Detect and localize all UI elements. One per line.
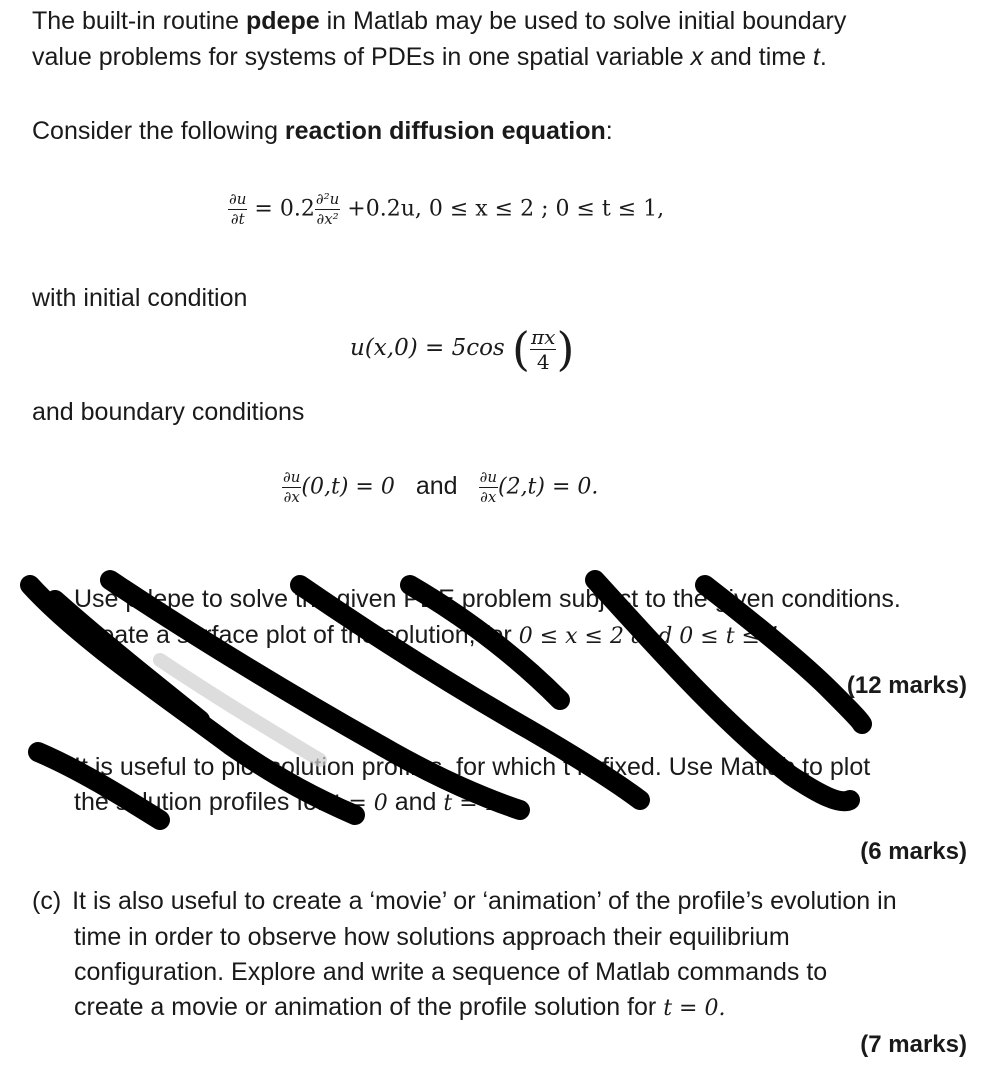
intro-text: . <box>819 43 827 71</box>
scribble-stroke-7 <box>38 752 160 820</box>
boundary-right: (2,t) = 0. <box>497 474 599 500</box>
pde-coefficient: = 0.2 <box>254 196 315 222</box>
part-c-line-2: time in order to observe how solutions approach their equilibrium <box>74 923 790 951</box>
consider-text: Consider the following <box>32 117 285 145</box>
pde-rest: +0.2u, 0 ≤ x ≤ 2 ; 0 ≤ t ≤ 1, <box>347 196 665 222</box>
pi-x-over-4-fraction: $\frac{\pi x}{4}$ <box>531 324 556 374</box>
scribble-stroke-5 <box>595 580 850 801</box>
du-dx-fraction: $\frac{\partial u}{\partial x}$ <box>283 468 301 506</box>
d2u-dx2-fraction: $\frac{\text{∂²u}}{\text{∂x²}}$ <box>315 190 340 228</box>
part-c-marks: (7 marks) <box>860 1031 967 1058</box>
paren-close: ) <box>556 322 575 376</box>
du-dx-fraction: $\frac{\partial u}{\partial x}$ <box>479 468 497 506</box>
intro-text: value problems for systems of PDEs in one spatial variable <box>32 43 691 71</box>
var-t: t <box>812 43 820 71</box>
part-c-label: (c) <box>32 887 62 915</box>
paren-open: ( <box>512 322 530 376</box>
boundary-left: (0,t) = 0 <box>301 474 395 500</box>
consider-text: : <box>605 117 613 145</box>
intro-text: in Matlab may be used to solve initial boundary <box>319 7 847 35</box>
part-c-t0: t = 0. <box>663 996 726 1021</box>
initial-condition-label: with initial condition <box>32 284 248 312</box>
part-a-range: 0 ≤ x ≤ 2 and 0 ≤ t ≤ 1. <box>518 624 788 649</box>
intro-text: and time <box>703 43 813 71</box>
boundary-conditions-label: and boundary conditions <box>32 398 305 426</box>
pdepe-keyword: pdepe <box>246 7 320 35</box>
part-c-line-3: configuration. Explore and write a sequence of Matlab commands to <box>74 958 828 986</box>
part-b-t0: t = 0 <box>332 791 388 816</box>
part-a-line-2: Create a surface plot of the solution, for 0 ≤ x ≤ 2 and 0 ≤ t ≤ 1. <box>74 621 788 649</box>
initial-lhs: u(x,0) = 5cos <box>350 335 505 361</box>
scribble-stroke-6 <box>705 585 862 724</box>
part-b-line-1: It is useful to plot solution profiles, for which t is fixed. Use Matlab to plot <box>74 753 871 781</box>
part-c-line-1: (c) It is also useful to create a ‘movie’ or ‘animation’ of the profile’s evolution in <box>32 887 897 915</box>
part-b-t1: t = 1. <box>443 791 506 816</box>
part-c-line-4: create a movie or animation of the profile solution for t = 0. <box>74 993 726 1021</box>
part-b-marks: (6 marks) <box>860 838 967 865</box>
part-a-marks: (12 marks) <box>846 672 967 699</box>
intro-text: The built-in routine <box>32 7 247 35</box>
part-a-line-1: Use pdepe to solve the given PDE problem subject to the given conditions. <box>74 585 901 613</box>
equation-name: reaction diffusion equation <box>284 117 606 145</box>
var-x: x <box>690 43 704 71</box>
part-b-line-2: the solution profiles for t = 0 and t = 1. <box>74 788 506 816</box>
du-dt-fraction: $\frac{\partial u}{\partial t}$ <box>229 190 247 228</box>
boundary-and: and <box>415 471 458 500</box>
